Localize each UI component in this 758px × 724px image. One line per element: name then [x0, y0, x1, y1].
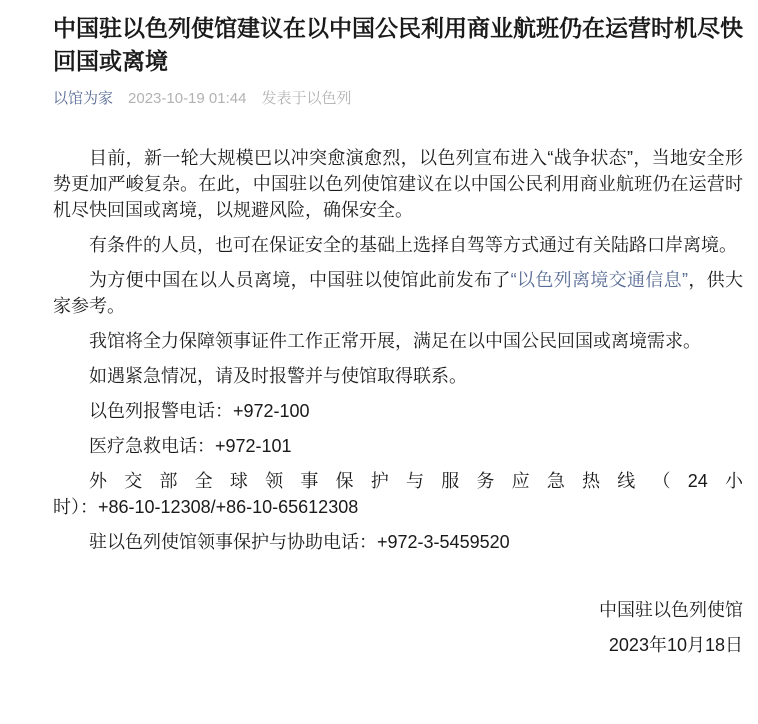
mfa-hotline-line1: 外交部全球领事保护与服务应急热线（24小 [89, 471, 743, 491]
paragraph-embassy-phone: 驻以色列使馆领事保护与协助电话：+972-3-5459520 [89, 532, 510, 552]
signature-date: 2023年10月18日 [608, 635, 743, 655]
account-name-link[interactable]: 以馆为家 [53, 90, 114, 107]
paragraph-emergency-advice: 如遇紧急情况，请及时报警并与使馆取得联系。 [89, 366, 467, 386]
paragraph-text: 为方便中国在以人员离境，中国驻以使馆此前发布了 [89, 270, 511, 290]
article-meta [53, 88, 743, 109]
page-title: 中国驻以色列使馆建议在以中国公民利用商业航班仍在运营时机尽快回国或离境 [53, 15, 743, 74]
paragraph-departure-info [53, 267, 743, 319]
publish-location: 发表于以色列 [261, 90, 352, 107]
paragraph-medical-phone: 医疗急救电话：+972-101 [89, 436, 292, 456]
publish-time: 2023-10-19 01:44 [128, 90, 247, 107]
mfa-hotline-line2: 时）：+86-10-12308/+86-10-65612308 [53, 497, 359, 517]
signature-block [53, 597, 743, 658]
paragraph-consular-service: 我馆将全力保障领事证件工作正常开展，满足在以中国公民回国或离境需求。 [89, 331, 701, 351]
paragraph-police-phone: 以色列报警电话：+972-100 [89, 401, 310, 421]
paragraph-mfa-hotline [53, 468, 743, 520]
paragraph-land-border: 有条件的人员，也可在保证安全的基础上选择自驾等方式通过有关陆路口岸离境。 [89, 235, 737, 255]
paragraph-situation: 目前，新一轮大规模巴以冲突愈演愈烈，以色列宣布进入“战争状态”，当地安全形势更加严峻复杂。在此，中国驻以色列使馆建议在以中国公民利用商业航班仍在运营时机尽快回国或离境，以规避风险，确保安全。 [53, 148, 743, 220]
departure-info-link[interactable]: “以色列离境交通信息” [510, 270, 688, 290]
article-body [53, 145, 743, 658]
signature-name: 中国驻以色列使馆 [599, 600, 743, 620]
paragraph-text: ，供大家参考。 [53, 270, 743, 316]
